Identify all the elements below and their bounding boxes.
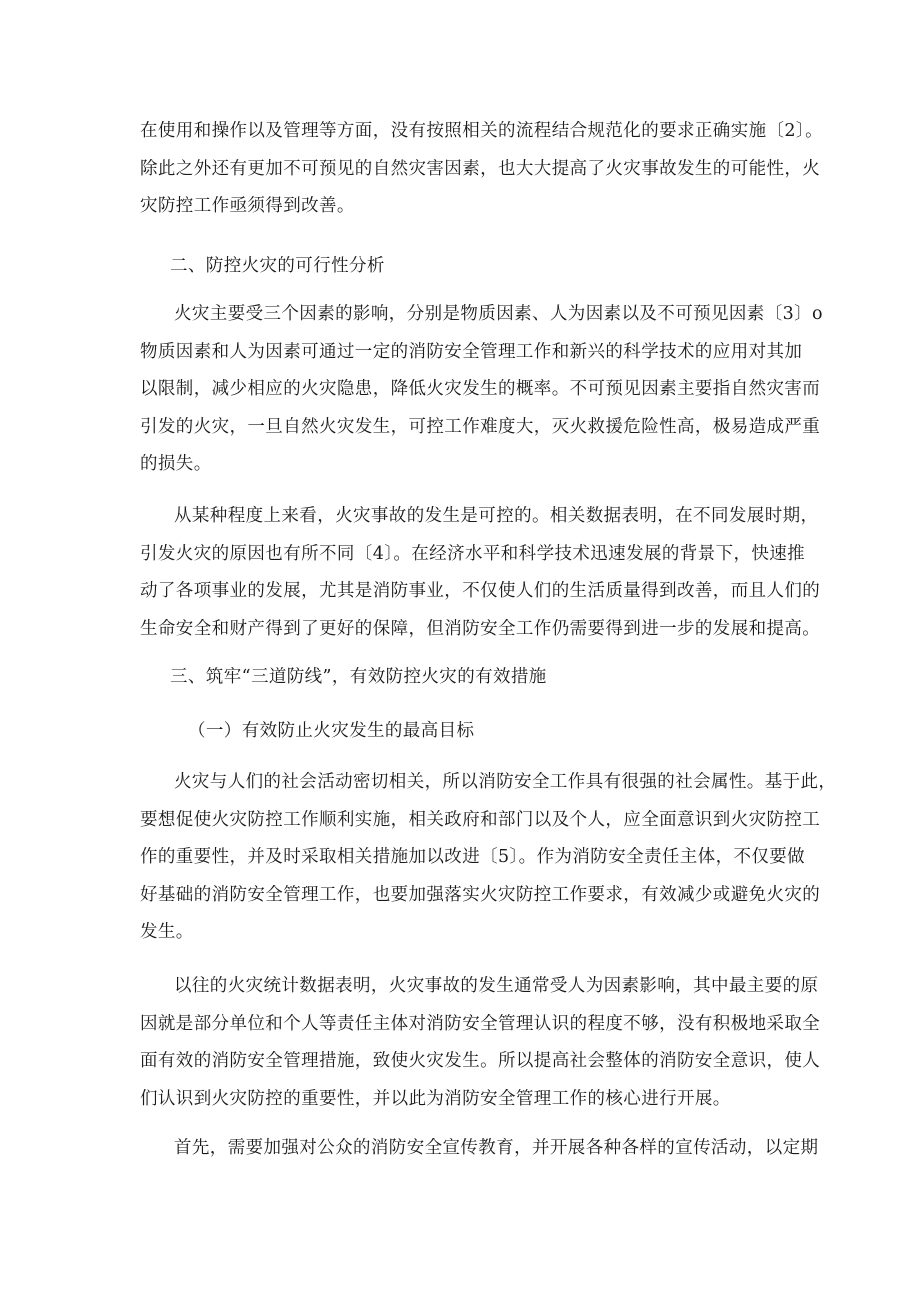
section-heading-2: 二、防控火灾的可行性分析	[170, 256, 385, 276]
paragraph-line: 火灾与人们的社会活动密切相关，所以消防安全工作具有很强的社会属性。基于此，	[174, 772, 837, 792]
paragraph-factors	[140, 296, 823, 484]
paragraph-line: 火灾主要受三个因素的影响，分别是物质因素、人为因素以及不可预见因素〔3〕o	[174, 304, 823, 324]
section-heading-3: 三、筑牢“三道防线”，有效防控火灾的有效措施	[170, 667, 547, 687]
paragraph-line: 动了各项事业的发展，尤其是消防事业，不仅使人们的生活质量得到改善，而且人们的	[140, 581, 821, 601]
paragraph-statistics	[140, 968, 821, 1118]
paragraph-line: 因就是部分单位和个人等责任主体对消防安全管理认识的程度不够，没有积极地采取全	[140, 1013, 821, 1034]
paragraph-line: 好基础的消防安全管理工作，也要加强落实火灾防控工作要求，有效减少或避免火灾的	[140, 884, 821, 905]
paragraph-social-attribute	[140, 764, 837, 952]
paragraph-line: 灾防控工作亟须得到改善。	[140, 196, 355, 216]
paragraph-line: 引发火灾的原因也有所不同〔4〕。在经济水平和科学技术迅速发展的背景下，快速推	[140, 543, 806, 564]
paragraph-controllable	[140, 498, 821, 648]
paragraph-line: 以往的火灾统计数据表明，火灾事故的发生通常受人为因素影响，其中最主要的原	[174, 976, 819, 996]
paragraph-continuation	[140, 113, 823, 226]
paragraph-line: 们认识到火灾防控的重要性，并以此为消防安全管理工作的核心进行开展。	[140, 1088, 731, 1109]
paragraph-first-measure	[140, 1130, 819, 1168]
paragraph-line: 的损失。	[140, 454, 212, 474]
paragraph-line: 发生。	[140, 922, 194, 942]
subsection-heading-1: （一）有效防止火灾发生的最高目标	[188, 721, 475, 741]
paragraph-line: 从某种程度上来看，火灾事故的发生是可控的。相关数据表明，在不同发展时期，	[174, 506, 819, 526]
paragraph-line: 生命安全和财产得到了更好的保障，但消防安全工作仍需要得到进一步的发展和提高。	[140, 618, 821, 639]
paragraph-line: 除此之外还有更加不可预见的自然灾害因素，也大大提高了火灾事故发生的可能性，火	[140, 158, 821, 179]
paragraph-line: 物质因素和人为因素可通过一定的消防安全管理工作和新兴的科学技术的应用对其加	[140, 341, 803, 362]
paragraph-line: 首先，需要加强对公众的消防安全宣传教育，并开展各种各样的宣传活动，以定期	[174, 1138, 819, 1158]
paragraph-line: 以限制，减少相应的火灾隐患，降低火灾发生的概率。不可预见因素主要指自然灾害而	[140, 379, 821, 399]
paragraph-line: 要想促使火灾防控工作顺利实施，相关政府和部门以及个人，应全面意识到火灾防控工	[140, 809, 821, 830]
paragraph-line: 在使用和操作以及管理等方面，没有按照相关的流程结合规范化的要求正确实施〔2〕。	[140, 121, 823, 141]
paragraph-line: 面有效的消防安全管理措施，致使火灾发生。所以提高社会整体的消防安全意识，使人	[140, 1051, 821, 1071]
paragraph-line: 引发的火灾，一旦自然火灾发生，可控工作难度大，灭火救援危险性高，极易造成严重	[140, 416, 821, 437]
paragraph-line: 作的重要性，并及时采取相关措施加以改进〔5〕。作为消防安全责任主体，不仅要做	[140, 847, 806, 867]
